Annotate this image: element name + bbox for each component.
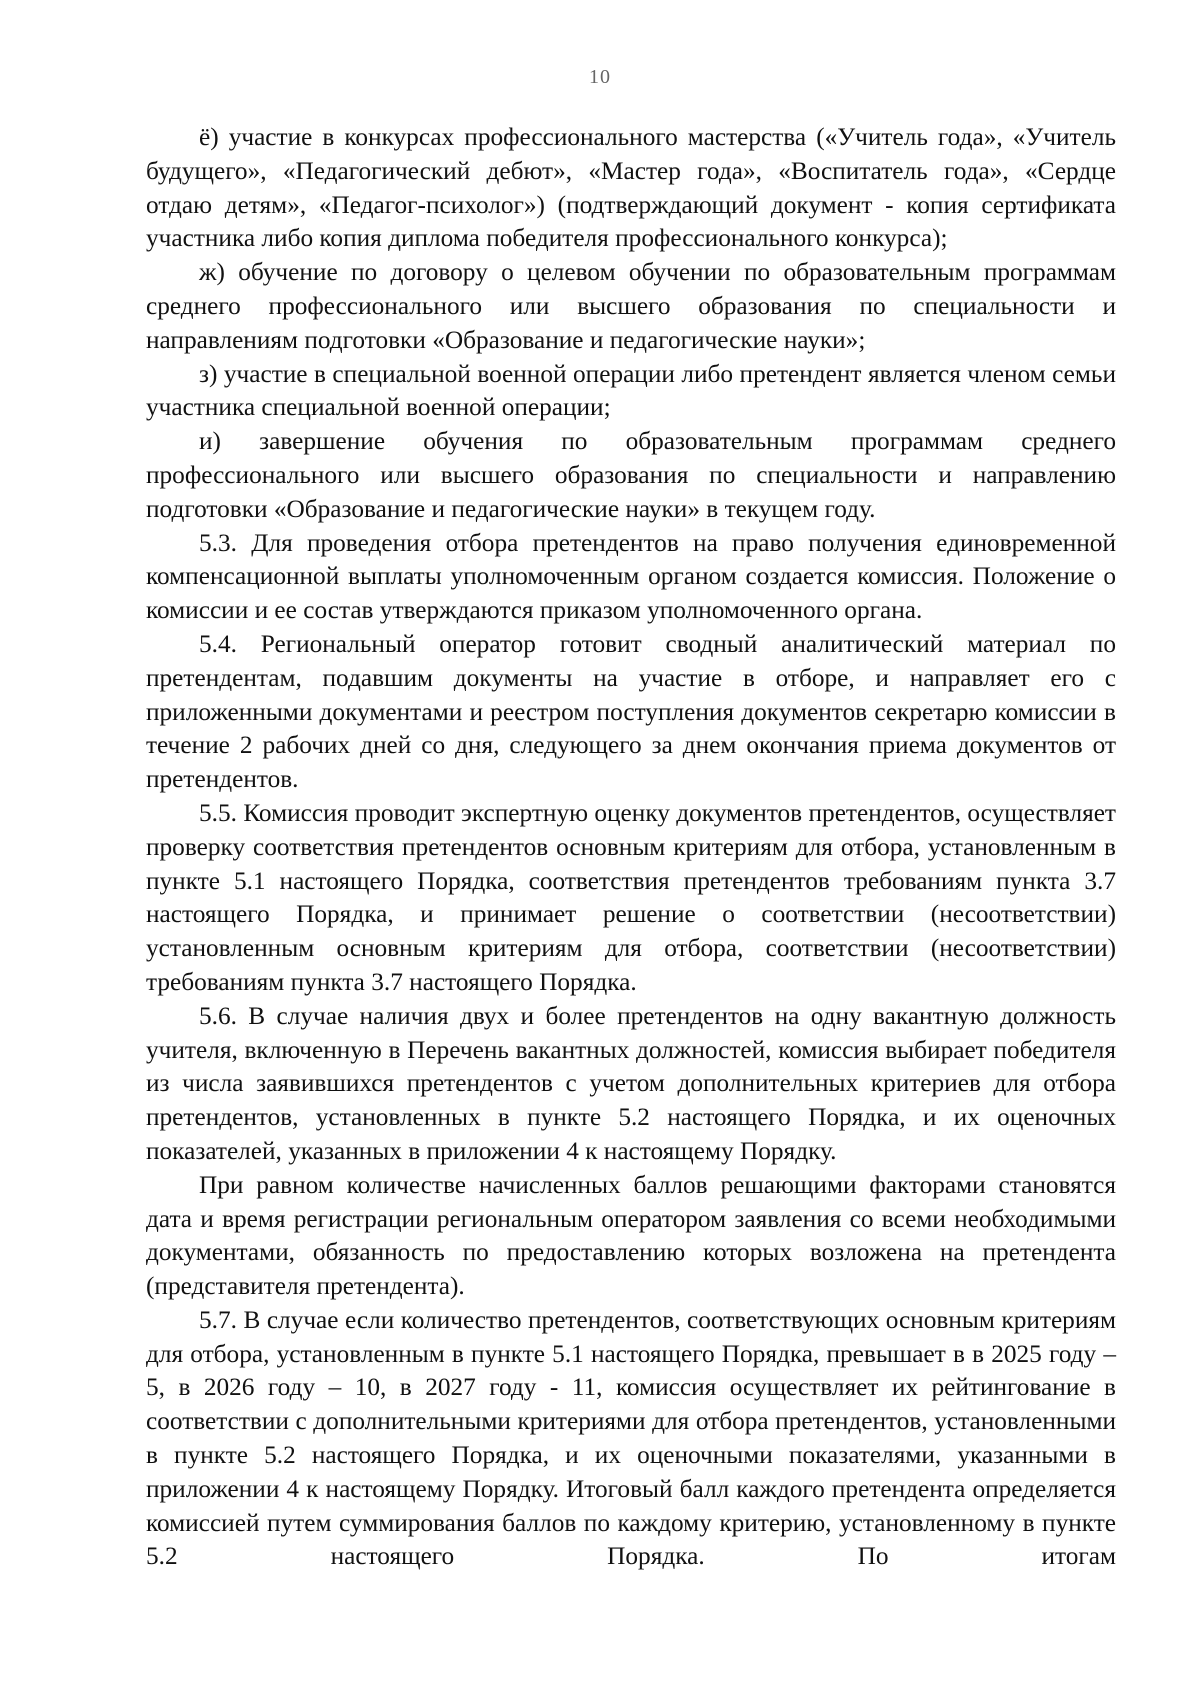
paragraph-yo-contests: ё) участие в конкурсах профессионального мастерства («Учитель года», «Учитель будущего», «Педагогический дебют», «Мастер года», «Воспитатель года», «Сердце отдаю детям», «Педагог-психолог») (подтверждающий документ - копия сертификата участника либо копия диплома победителя профессионального конкурса);	[146, 123, 1116, 253]
paragraph-equal-points: При равном количестве начисленных баллов решающими факторами становятся дата и время регистрации региональным оператором заявления со всеми необходимыми документами, обязанность по предоставлению которых возложена на претендента (представителя претендента).	[146, 1170, 1116, 1301]
paragraph-i-graduation: и) завершение обучения по образовательным программам среднего профессионального или высшего образования по специальности и направлению подготовки «Образование и педагогические науки» в текущем году.	[146, 427, 1116, 523]
paragraph-zh-target-training: ж) обучение по договору о целевом обучении по образовательным программам среднего профессионального или высшего образования по специальности и направлениям подготовки «Образование и педагогические науки»;	[146, 258, 1116, 354]
paragraph-5-6: 5.6. В случае наличия двух и более претендентов на одну вакантную должность учителя, включенную в Перечень вакантных должностей, комиссия выбирает победителя из числа заявившихся претендентов с учетом дополнительных критериев для отбора претендентов, установленных в пункте 5.2 настоящего Порядка, и их оценочных показателей, указанных в приложении 4 к настоящему Порядку.	[146, 1001, 1116, 1165]
paragraph-5-5: 5.5. Комиссия проводит экспертную оценку документов претендентов, осуществляет проверку соответствия претендентов основным критериям для отбора, установленным в пункте 5.1 настоящего Порядка, соответствия претендентов требованиям пункта 3.7 настоящего Порядка, и принимает решение о соответствии (несоответствии) установленным основным критериям для отбора, соответствии (несоответствии) требованиям пункта 3.7 настоящего Порядка.	[146, 798, 1116, 996]
paragraph-z-military-operation: з) участие в специальной военной операции либо претендент является членом семьи участника специальной военной операции;	[146, 359, 1116, 422]
paragraph-5-7: 5.7. В случае если количество претендентов, соответствующих основным критериям для отбора, установленным в пункте 5.1 настоящего Порядка, превышает в в 2025 году – 5, в 2026 году – 10, в 2027 году - 11, комиссия осуществляет их рейтингование в соответствии с дополнительными критериями для отбора претендентов, установленными в пункте 5.2 настоящего Порядка, и их оценочными показателями, указанными в приложении 4 к настоящему Порядку. Итоговый балл каждого претендента определяется комиссией путем суммирования баллов по каждому критерию, установленному в пункте 5.2 настоящего Порядка. По итогам	[146, 1305, 1116, 1571]
paragraph-5-4: 5.4. Региональный оператор готовит сводный аналитический материал по претендентам, подавшим документы на участие в отборе, и направляет его с приложенными документами и реестром поступления документов секретарю комиссии в течение 2 рабочих дней со дня, следующего за днем окончания приема документов от претендентов.	[146, 629, 1116, 794]
paragraph-5-3: 5.3. Для проведения отбора претендентов на право получения единовременной компенсационной выплаты уполномоченным органом создается комиссия. Положение о комиссии и ее состав утверждаются приказом уполномоченного органа.	[146, 528, 1116, 625]
page-number: 10	[589, 66, 611, 88]
document-body	[146, 121, 1116, 1574]
